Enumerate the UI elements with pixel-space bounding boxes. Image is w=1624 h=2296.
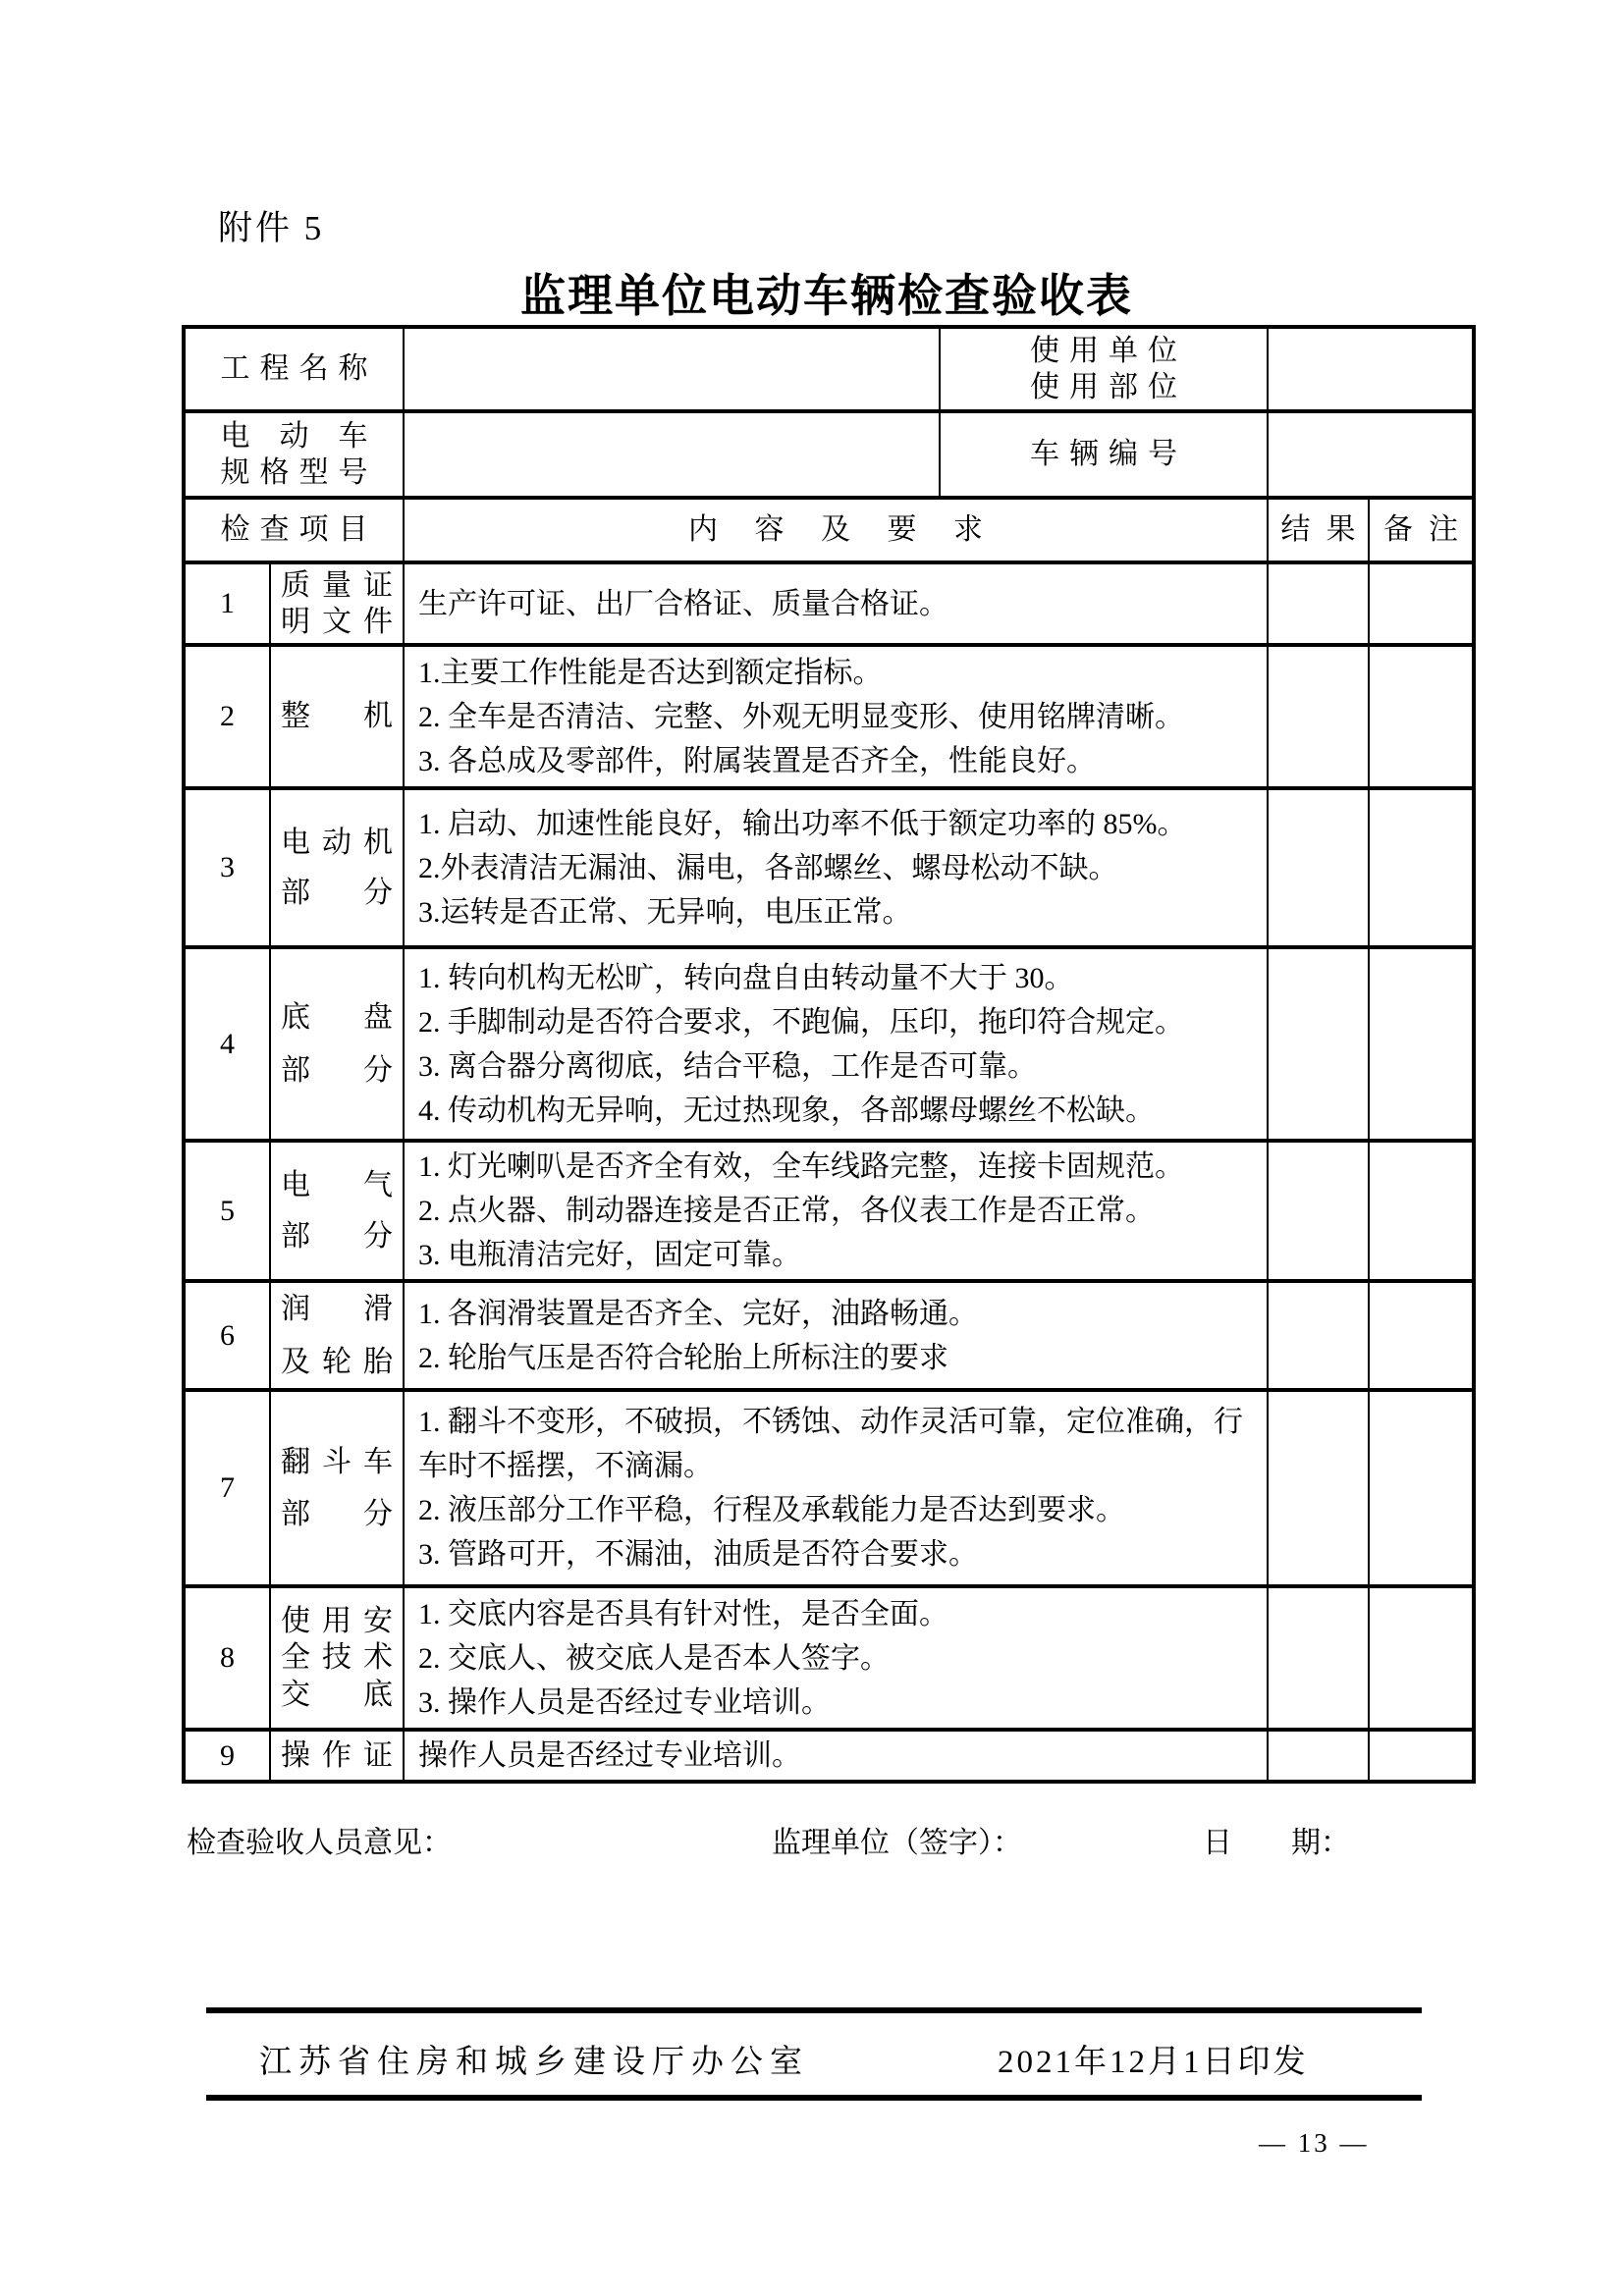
vehicle-no-label: 车辆编号 (1030, 438, 1177, 471)
project-name-label: 工程名称 (220, 352, 368, 386)
remark-cell (1369, 1730, 1474, 1782)
result-cell (1268, 1141, 1369, 1281)
item-name-cell: 质量证 明文件 (270, 562, 404, 645)
remark-cell (1369, 562, 1474, 645)
remark-cell (1369, 1281, 1474, 1390)
row-number: 1 (184, 562, 270, 645)
content-cell: 1. 翻斗不变形，不破损，不锈蚀、动作灵活可靠，定位准确，行车时不摇摆，不滴漏。 2. 液压部分工作平稳，行程及承载能力是否达到要求。 3. 管路可开，不漏油，油质是否符合要求。 (404, 1390, 1268, 1586)
supervision-signature-label: 监理单位（签字）： (772, 1827, 1022, 1859)
content-cell: 1. 交底内容是否具有针对性，是否全面。 2. 交底人、被交底人是否本人签字。 3. 操作人员是否经过专业培训。 (404, 1586, 1268, 1730)
remark-cell (1369, 645, 1474, 788)
info-row-vehicle (184, 411, 1474, 498)
column-header-item: 检查项目 (184, 498, 404, 562)
result-cell (1268, 562, 1369, 645)
content-cell: 1. 各润滑装置是否齐全、完好，油路畅通。 2. 轮胎气压是否符合轮胎上所标注的要求 (404, 1281, 1268, 1390)
row-number: 6 (184, 1281, 270, 1390)
remark-cell (1369, 788, 1474, 947)
vehicle-no-label-cell (940, 411, 1268, 498)
column-header-result: 结果 (1268, 498, 1369, 562)
item-name-cell: 电动机 部分 (270, 788, 404, 947)
row-number: 4 (184, 947, 270, 1141)
result-cell (1268, 788, 1369, 947)
checklist-row (184, 645, 1474, 788)
project-name-value-cell (404, 327, 940, 411)
vehicle-spec-value-cell (404, 411, 940, 498)
inspection-form-table (182, 325, 1476, 1784)
item-name-cell: 润滑 及轮胎 (270, 1281, 404, 1390)
inspector-opinion-label: 检查验收人员意见： (187, 1827, 452, 1859)
header-row (184, 498, 1474, 562)
item-name-cell: 操作证 (270, 1730, 404, 1782)
page-number: — 13 — (1259, 2128, 1370, 2158)
content-cell: 操作人员是否经过专业培训。 (404, 1730, 1268, 1782)
usage-value-cell (1268, 327, 1474, 411)
content-cell: 1. 转向机构无松旷，转向盘自由转动量不大于 30。 2. 手脚制动是否符合要求，不跑偏，压印，拖印符合规定。 3. 离合器分离彻底，结合平稳，工作是否可靠。 4. 传动机构无异响，无过热现象，各部螺母螺丝不松缺。 (404, 947, 1268, 1141)
info-row-project (184, 327, 1474, 411)
page-title: 监理单位电动车辆检查验收表 (520, 271, 1133, 321)
vehicle-spec-label-line2: 规格型号 (220, 456, 368, 489)
column-header-remark: 备注 (1369, 498, 1474, 562)
item-name-cell: 使用安 全技术 交底 (270, 1586, 404, 1730)
row-number: 2 (184, 645, 270, 788)
row-number: 7 (184, 1390, 270, 1586)
remark-cell (1369, 1141, 1474, 1281)
item-name-cell: 整机 (270, 645, 404, 788)
item-name-cell: 翻斗车 部分 (270, 1390, 404, 1586)
vehicle-no-value-cell (1268, 411, 1474, 498)
vehicle-spec-label-cell (184, 411, 404, 498)
publisher-divider-top (206, 2007, 1422, 2013)
project-name-label-cell (184, 327, 404, 411)
remark-cell (1369, 947, 1474, 1141)
row-number: 3 (184, 788, 270, 947)
row-number: 9 (184, 1730, 270, 1782)
result-cell (1268, 947, 1369, 1141)
remark-cell (1369, 1586, 1474, 1730)
checklist-row (184, 1141, 1474, 1281)
row-number: 8 (184, 1586, 270, 1730)
usage-label-cell (940, 327, 1268, 411)
content-cell: 1.主要工作性能是否达到额定指标。 2. 全车是否清洁、完整、外观无明显变形、使用铭牌清晰。 3. 各总成及零部件，附属装置是否齐全，性能良好。 (404, 645, 1268, 788)
publisher-divider-bottom (206, 2095, 1422, 2101)
row-number: 5 (184, 1141, 270, 1281)
checklist-row (184, 1281, 1474, 1390)
checklist-row (184, 1586, 1474, 1730)
checklist-row (184, 1390, 1474, 1586)
result-cell (1268, 1281, 1369, 1390)
publisher-issue-date: 2021年12月1日印发 (998, 2045, 1309, 2080)
usage-unit-label: 使用单位 (1030, 334, 1177, 367)
checklist-row (184, 947, 1474, 1141)
checklist-row (184, 562, 1474, 645)
usage-location-label: 使用部位 (1030, 371, 1177, 403)
date-label: 日 期： (1203, 1827, 1350, 1859)
attachment-label: 附件 5 (218, 209, 325, 247)
item-name-cell: 电气 部分 (270, 1141, 404, 1281)
checklist-row (184, 1730, 1474, 1782)
content-cell: 1. 灯光喇叭是否齐全有效，全车线路完整，连接卡固规范。 2. 点火器、制动器连接是否正常，各仪表工作是否正常。 3. 电瓶清洁完好，固定可靠。 (404, 1141, 1268, 1281)
checklist-row (184, 788, 1474, 947)
result-cell (1268, 645, 1369, 788)
result-cell (1268, 1586, 1369, 1730)
result-cell (1268, 1390, 1369, 1586)
result-cell (1268, 1730, 1369, 1782)
item-name-cell: 底盘 部分 (270, 947, 404, 1141)
vehicle-spec-label-line1: 电动车 (220, 419, 368, 453)
column-header-content: 内容及要求 (404, 498, 1268, 562)
remark-cell (1369, 1390, 1474, 1586)
publisher-office: 江苏省住房和城乡建设厅办公室 (259, 2045, 809, 2080)
content-cell: 1. 启动、加速性能良好，输出功率不低于额定功率的 85%。 2.外表清洁无漏油、漏电，各部螺丝、螺母松动不缺。 3.运转是否正常、无异响，电压正常。 (404, 788, 1268, 947)
content-cell: 生产许可证、出厂合格证、质量合格证。 (404, 562, 1268, 645)
